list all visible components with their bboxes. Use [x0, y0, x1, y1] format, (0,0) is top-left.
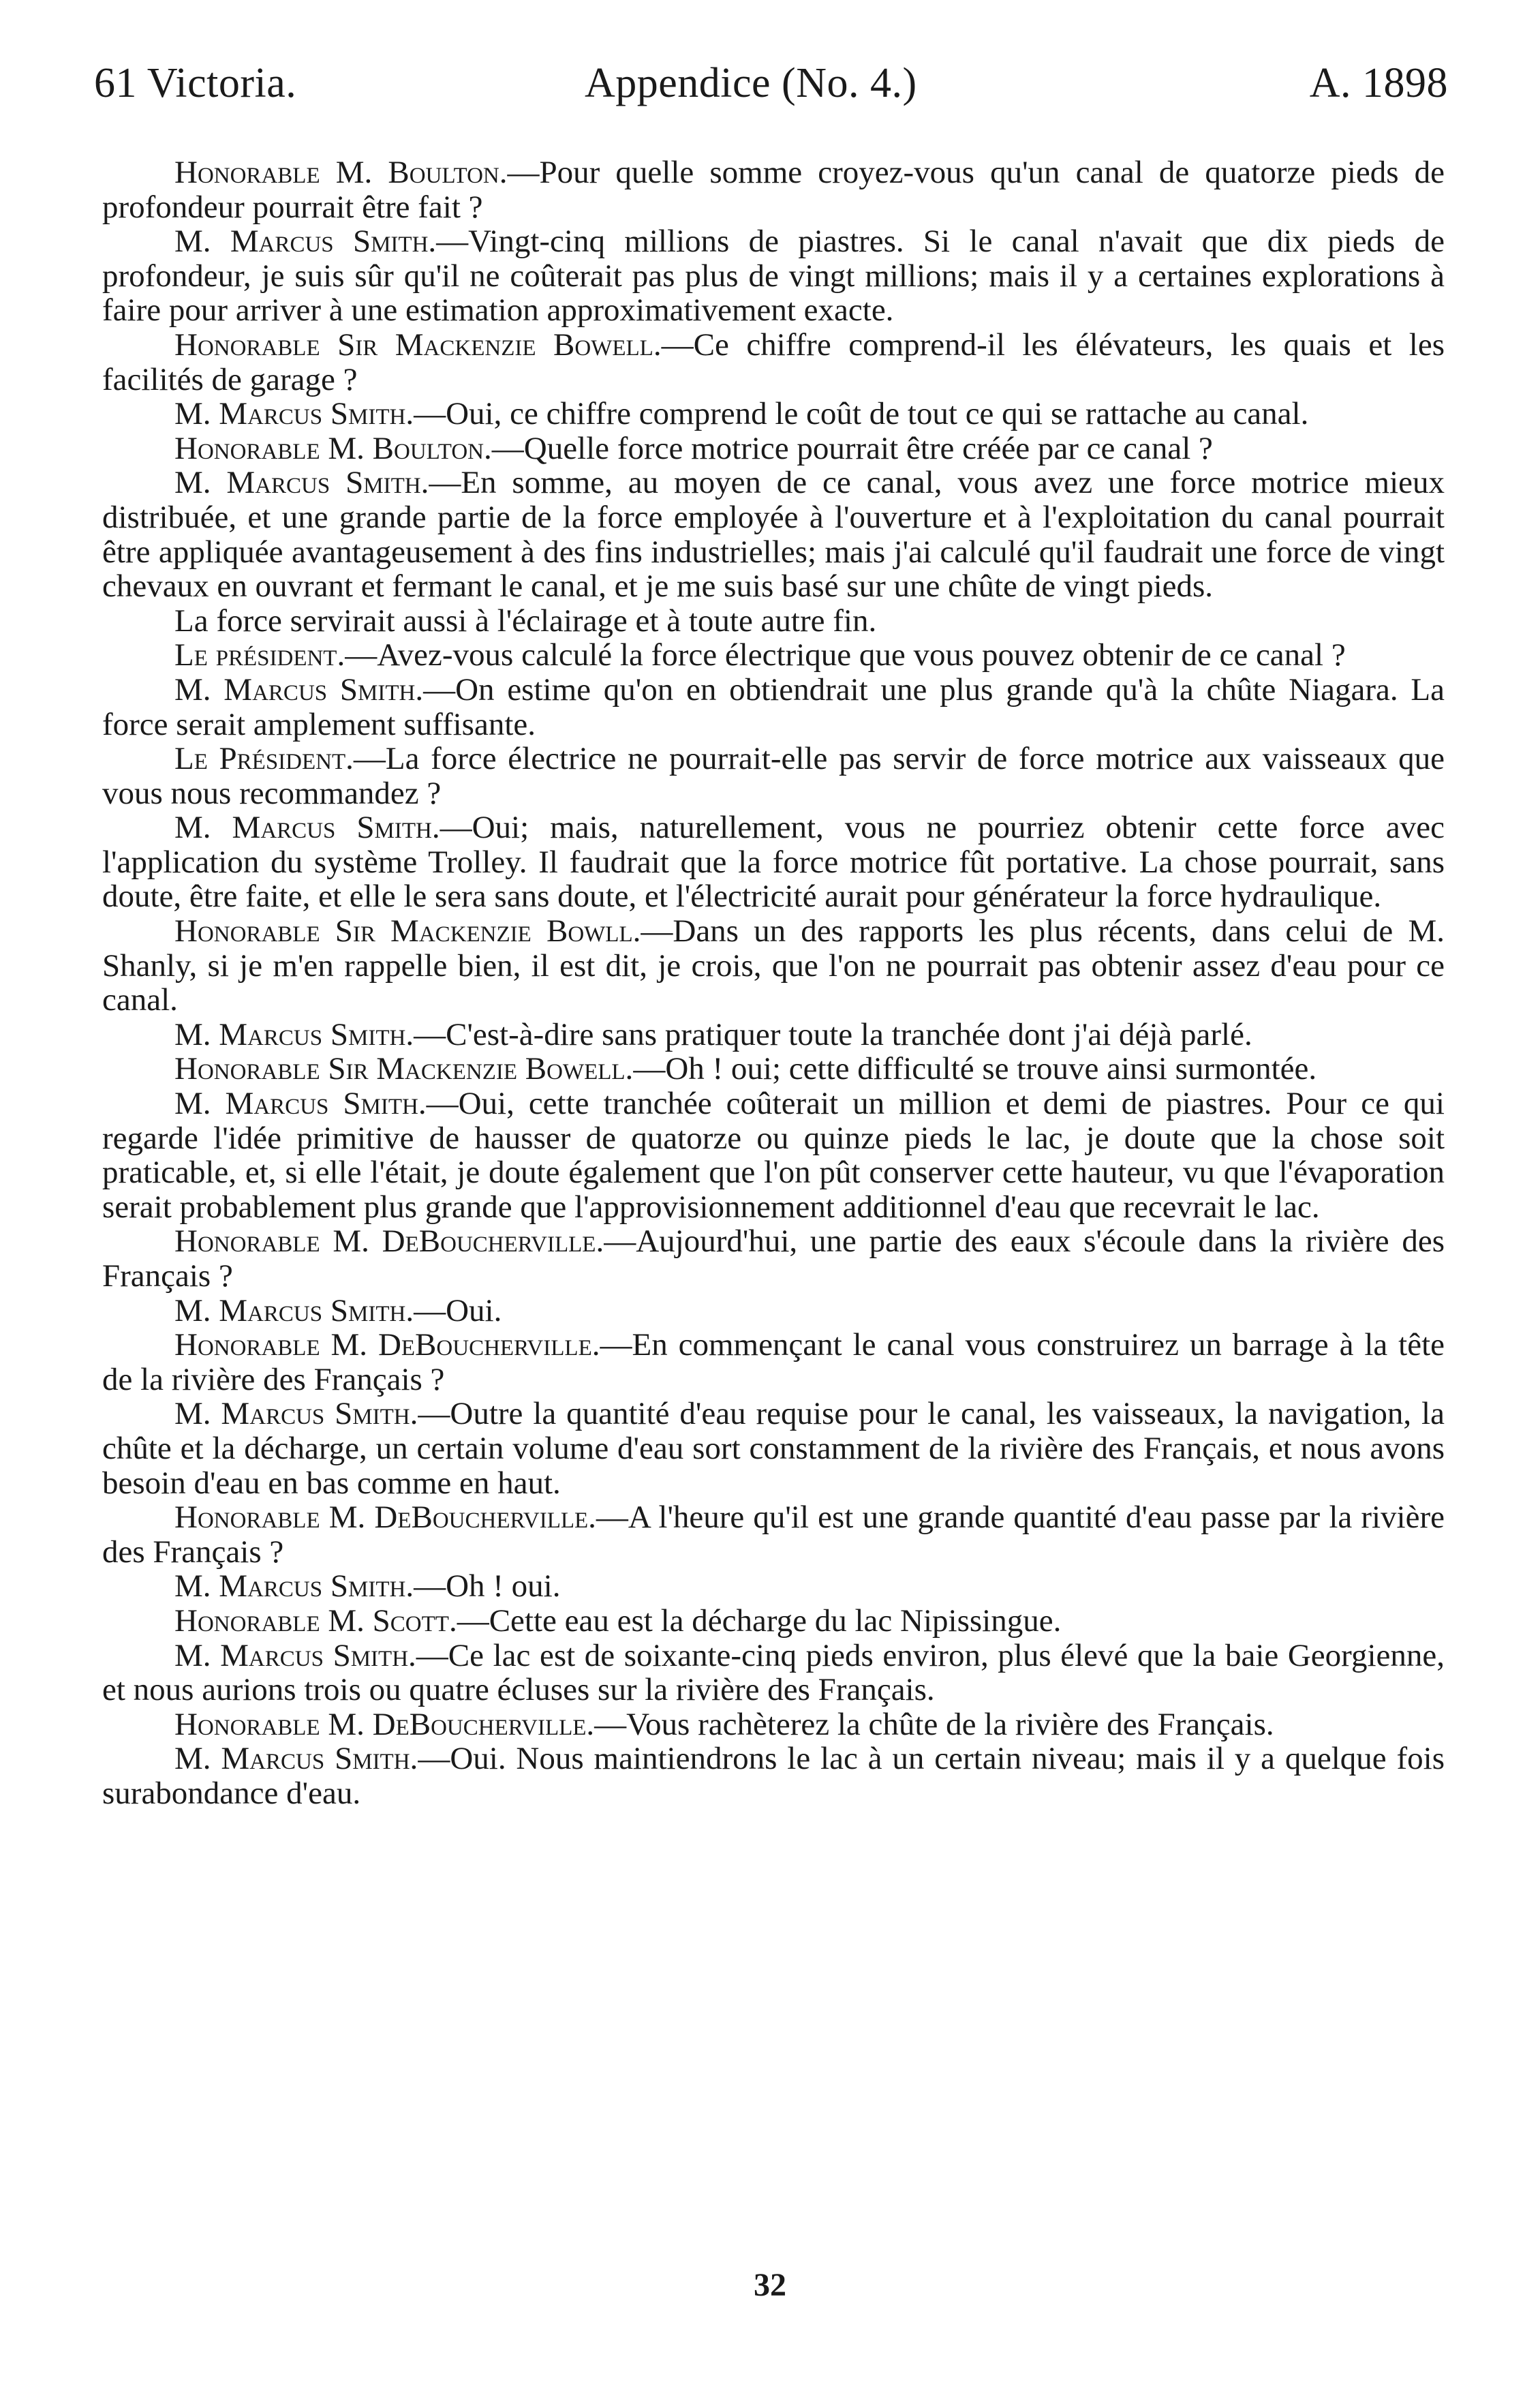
speaker-name: M. Marcus Smith. — [174, 1637, 416, 1673]
paragraph-text: —Outre la quantité d'eau requise pour le canal, les vaisseaux, la navigation, la chûte et la décharge, un certain volume d'eau sort constamment de la rivière des Français, et nous avons besoin d'eau en bas comme en haut. — [102, 1396, 1445, 1501]
paragraph-text: —C'est-à-dire sans pratiquer toute la tranchée dont j'ai déjà parlé. — [414, 1016, 1252, 1052]
paragraph-text: —A l'heure qu'il est une grande quantité d'eau passe par la rivière des Français ? — [102, 1500, 1445, 1570]
speaker-name: M. Marcus Smith. — [174, 465, 429, 501]
header-center: Appendice (No. 4.) — [585, 60, 917, 106]
paragraph — [102, 810, 1445, 914]
paragraph-text: —Cette eau est la décharge du lac Nipissingue. — [457, 1602, 1062, 1639]
speaker-name: M. Marcus Smith. — [174, 396, 414, 432]
paragraph — [102, 431, 1445, 466]
speaker-name: Honorable M. Scott. — [174, 1602, 457, 1639]
paragraph-text: La force servirait aussi à l'éclairage et à toute autre fin. — [174, 603, 877, 639]
paragraph — [102, 1086, 1445, 1224]
speaker-name: Honorable M. Boulton. — [174, 155, 508, 190]
paragraph — [102, 397, 1445, 431]
paragraph — [102, 673, 1445, 742]
paragraph — [102, 1604, 1445, 1639]
speaker-name: Honorable Sir Mackenzie Bowll. — [174, 913, 641, 949]
paragraph-text: —Aujourd'hui, une partie des eaux s'écoule dans la rivière des Français ? — [102, 1223, 1445, 1294]
speaker-name: M. Marcus Smith. — [174, 1086, 427, 1122]
paragraph — [102, 466, 1445, 603]
paragraph-text: —Oui. Nous maintiendrons le lac à un certain niveau; mais il y a quelque fois surabondance d'eau. — [102, 1741, 1445, 1811]
speaker-name: Le président. — [174, 637, 345, 673]
paragraph — [102, 1500, 1445, 1569]
speaker-name: M. Marcus Smith. — [174, 1568, 414, 1604]
paragraph-text: —Oh ! oui; cette difficulté se trouve ainsi surmontée. — [633, 1051, 1317, 1087]
paragraph-text: —Ce chiffre comprend-il les élévateurs, les quais et les facilités de garage ? — [102, 326, 1445, 397]
paragraph-text: —Pour quelle somme croyez-vous qu'un canal de quatorze pieds de profondeur pourrait être fait ? — [102, 155, 1445, 225]
paragraph-text: —Oui; mais, naturellement, vous ne pourriez obtenir cette force avec l'application du système Trolley. Il faudrait que la force motrice fût portative. La chose pourrait, sans doute, être faite, et elle le sera sans doute, et l'électricité aurait pour générateur la force hydraulique. — [102, 810, 1445, 915]
paragraph-text: —La force électrice ne pourrait-elle pas servir de force motrice aux vaisseaux que vous nous recommandez ? — [102, 741, 1445, 811]
speaker-name: M. Marcus Smith. — [174, 810, 440, 846]
header-left: 61 Victoria. — [94, 60, 297, 106]
paragraph-text: —En somme, au moyen de ce canal, vous avez une force motrice mieux distribuée, et une grande partie de la force employée à l'ouverture et à l'exploitation du canal pourrait être appliquée avantageusement à des fins industrielles; mais j'ai calculé qu'il faudrait une force de vingt chevaux en ouvrant et fermant le canal, et je me suis basé sur une chûte de vingt pieds. — [102, 465, 1445, 605]
paragraph — [102, 742, 1445, 810]
paragraph — [102, 155, 1445, 224]
paragraph-text: —Avez-vous calculé la force électrique que vous pouvez obtenir de ce canal ? — [345, 637, 1346, 673]
paragraph-text: —En commençant le canal vous construirez un barrage à la tête de la rivière des Français ? — [102, 1327, 1445, 1397]
paragraph-text: —Oui, cette tranchée coûterait un million et demi de piastres. Pour ce qui regarde l'idée primitive de hausser de quatorze ou quinze pieds le lac, je doute que la chose soit praticable, et, si elle l'était, je doute également que l'on pût conserver cette hauteur, vu que l'évaporation serait probablement plus grande que l'approvisionnement additionnel d'eau que recevrait le lac. — [102, 1086, 1445, 1225]
speaker-name: M. Marcus Smith. — [174, 224, 437, 260]
paragraph — [102, 604, 1445, 639]
paragraph — [102, 1397, 1445, 1500]
speaker-name: Honorable M. DeBoucherville. — [174, 1327, 600, 1363]
paragraph-text: —Ce lac est de soixante-cinq pieds environ, plus élevé que la baie Georgienne, et nous aurions trois ou quatre écluses sur la rivière des Français. — [102, 1637, 1445, 1708]
speaker-name: Honorable M. Boulton. — [174, 430, 492, 466]
paragraph-text: —Oui. — [414, 1292, 502, 1328]
paragraph-text: —Quelle force motrice pourrait être créée par ce canal ? — [491, 430, 1213, 466]
paragraph — [102, 1639, 1445, 1707]
paragraph — [102, 224, 1445, 328]
paragraph-text: —Oui, ce chiffre comprend le coût de tout ce qui se rattache au canal. — [414, 396, 1309, 432]
speaker-name: Le Président. — [174, 741, 354, 777]
paragraph-text: —On estime qu'on en obtiendrait une plus grande qu'à la chûte Niagara. La force serait amplement suffisante. — [102, 671, 1445, 742]
speaker-name: Honorable Sir Mackenzie Bowell. — [174, 326, 662, 363]
paragraph — [102, 914, 1445, 1018]
paragraph — [102, 1018, 1445, 1052]
header-right: A. 1898 — [1309, 60, 1448, 106]
paragraph-text: —Oh ! oui. — [414, 1568, 561, 1604]
paragraph-text: —Vingt-cinq millions de piastres. Si le canal n'avait que dix pieds de profondeur, je suis sûr qu'il ne coûterait pas plus de vingt millions; mais il y a certaines explorations à faire pour arriver à une estimation approximativement exacte. — [102, 224, 1445, 329]
paragraph — [102, 1052, 1445, 1086]
speaker-name: M. Marcus Smith. — [174, 1741, 418, 1777]
paragraph — [102, 1569, 1445, 1604]
page-number: 32 — [754, 2267, 786, 2303]
paragraph-text: —Vous rachèterez la chûte de la rivière des Français. — [594, 1706, 1274, 1742]
paragraph — [102, 638, 1445, 673]
speaker-name: Honorable M. DeBoucherville. — [174, 1500, 596, 1536]
speaker-name: Honorable M. DeBoucherville. — [174, 1706, 595, 1742]
speaker-name: M. Marcus Smith. — [174, 671, 424, 707]
speaker-name: Honorable Sir Mackenzie Bowell. — [174, 1051, 634, 1087]
speaker-name: M. Marcus Smith. — [174, 1016, 414, 1052]
paragraph — [102, 1328, 1445, 1397]
paragraph — [102, 1294, 1445, 1328]
speaker-name: M. Marcus Smith. — [174, 1292, 414, 1328]
paragraph — [102, 1741, 1445, 1810]
paragraph-text: —Dans un des rapports les plus récents, dans celui de M. Shanly, si je m'en rappelle bien, il est dit, je crois, que l'on ne pourrait pas obtenir assez d'eau pour ce canal. — [102, 913, 1445, 1018]
paragraph — [102, 1224, 1445, 1293]
transcript-body — [102, 155, 1445, 1811]
speaker-name: M. Marcus Smith. — [174, 1396, 418, 1432]
paragraph — [102, 328, 1445, 397]
speaker-name: Honorable M. DeBoucherville. — [174, 1223, 604, 1260]
paragraph — [102, 1707, 1445, 1742]
